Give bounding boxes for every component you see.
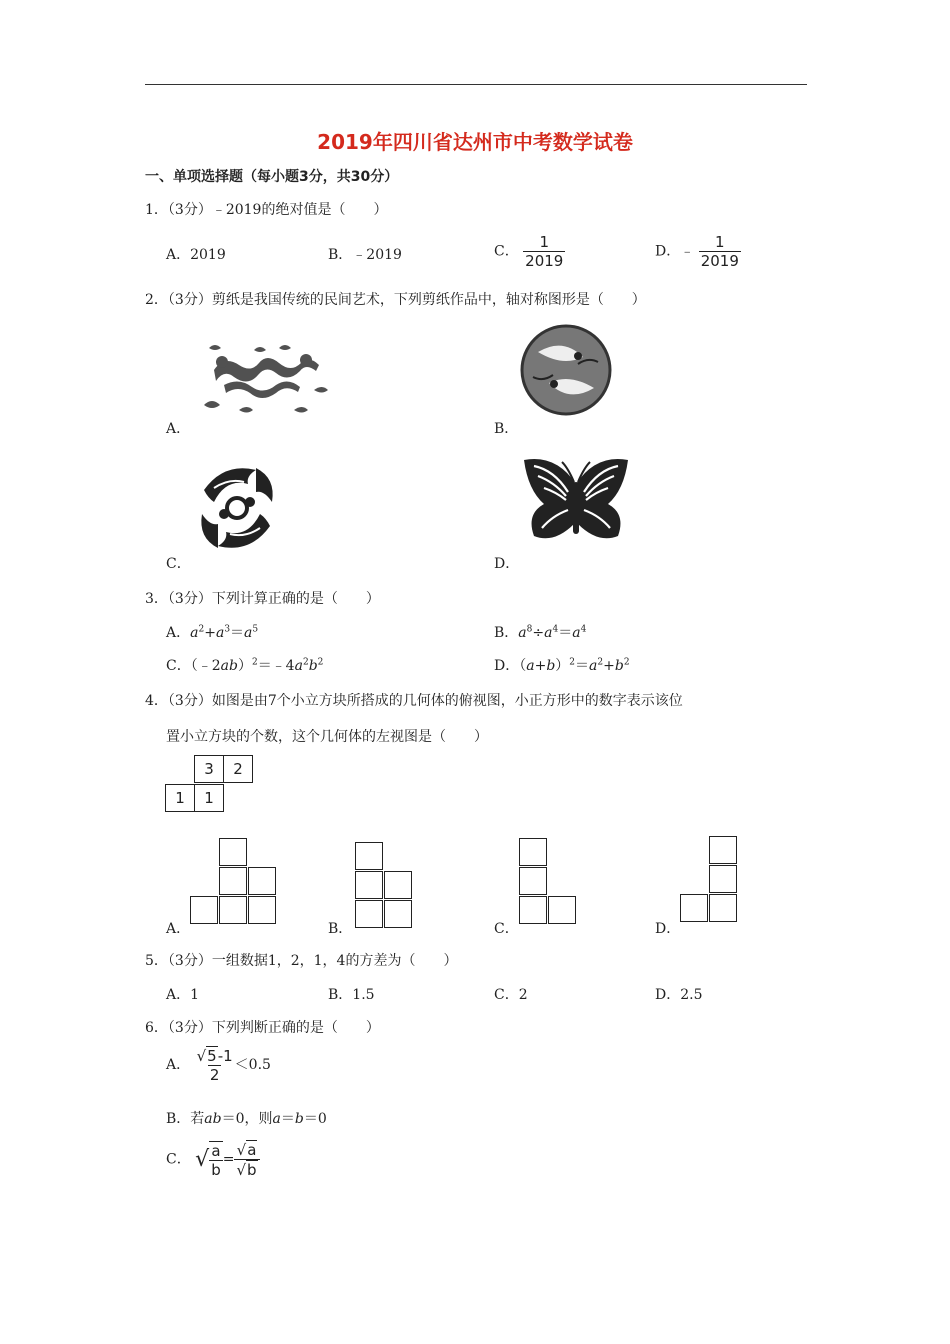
q6-a-denominator: 2 [209, 1066, 220, 1084]
q1-option-a: A．2019 [166, 247, 226, 263]
q6-option-c: C． √ $\frac{a}{b}$ = $\frac{√a}{√b}$ [166, 1140, 260, 1179]
q6-a-fraction [195, 1046, 235, 1084]
q3-option-a: A．$a^2+a^3=a^5$ [166, 624, 259, 641]
q4-figure-c [519, 838, 579, 928]
q1-c-denominator: 2019 [525, 252, 564, 270]
q4-top-view-grid [165, 755, 255, 813]
q2-option-b: B． [494, 421, 519, 437]
q6-b-text: B．若 [166, 1111, 205, 1127]
q6-c-left-fraction: $\frac{a}{b}$ [211, 1141, 221, 1179]
q1-d-label: D．﹣ [655, 243, 695, 260]
q2-option-a: A． [166, 421, 191, 437]
q6-a-radicand: 5 [207, 1047, 217, 1065]
q4-option-b: B． [328, 921, 353, 937]
q1-option-d [655, 233, 741, 270]
q1-stem: 1．（3分）﹣2019的绝对值是（ ） [145, 202, 388, 218]
q3-c-label: C． [166, 658, 191, 674]
q6-c-label: C． [166, 1151, 191, 1168]
q6-option-b: B．若ab＝0，则a＝b＝0 [166, 1111, 327, 1127]
q1-d-numerator: 1 [715, 233, 725, 251]
q5-stem: 5．（3分）一组数据1，2，1，4的方差为（ ） [145, 953, 458, 969]
q6-a-num-rest: -1 [217, 1047, 233, 1065]
q2-option-d: D． [494, 556, 520, 572]
q5-option-a: A．1 [166, 987, 200, 1003]
fish-circle-papercut-image [518, 322, 614, 418]
leaf-swirl-papercut-image [194, 460, 280, 556]
top-view-cell: 3 [194, 755, 224, 783]
q3-option-b: B．$a^8\div a^4=a^4$ [494, 624, 587, 641]
q6-a-numerator: √5-1 [196, 1047, 233, 1065]
q5-option-b: B．1.5 [328, 987, 375, 1003]
q3-option-c: C．$(﹣2ab)^2=﹣4a^2b^2$ [166, 657, 324, 674]
q1-c-label: C． [494, 243, 519, 260]
top-view-cell: 1 [194, 784, 224, 812]
q4-stem-line2: 置小立方块的个数，这个几何体的左视图是（ ） [166, 729, 488, 745]
q4-figure-d [680, 836, 740, 926]
q1-d-fraction [699, 233, 741, 270]
q3-a-label: A． [166, 625, 191, 641]
q1-c-numerator: 1 [539, 233, 550, 251]
q6-stem: 6．（3分）下列判断正确的是（ ） [145, 1020, 380, 1036]
q1-option-c [494, 233, 565, 270]
q3-stem: 3．（3分）下列计算正确的是（ ） [145, 591, 380, 607]
q5-option-d: D．2.5 [655, 987, 703, 1003]
q6-a-comparison: ＜0.5 [234, 1057, 271, 1073]
dragon-papercut-image [194, 330, 334, 420]
top-view-cell: 1 [165, 784, 195, 812]
q5-option-c: C．2 [494, 987, 528, 1003]
q6-option-a [166, 1046, 271, 1084]
butterfly-papercut-image [520, 454, 632, 550]
q4-option-a: A． [166, 921, 191, 937]
q1-d-denominator: 2019 [700, 252, 739, 270]
q3-option-d: D．$(a+b)^2=a^2+b^2$ [494, 657, 630, 674]
q3-b-label: B． [494, 625, 519, 641]
q2-option-c: C． [166, 556, 191, 572]
q4-stem-line1: 4．（3分）如图是由7个小立方块所搭成的几何体的俯视图，小正方形中的数字表示该位 [145, 693, 683, 709]
q3-d-label: D． [494, 658, 520, 674]
q6-c-right-fraction: $\frac{√a}{√b}$ [234, 1140, 259, 1179]
top-view-cell: 2 [223, 755, 253, 783]
q4-option-d: D． [655, 921, 681, 937]
header-rule [145, 84, 807, 85]
q2-stem: 2．（3分）剪纸是我国传统的民间艺术，下列剪纸作品中，轴对称图形是（ ） [145, 292, 646, 308]
section-heading: 一、单项选择题（每小题3分，共30分） [145, 169, 399, 185]
q4-option-c: C． [494, 921, 519, 937]
page-title: 2019年四川省达州市中考数学试卷 [317, 130, 633, 154]
q4-figure-a [190, 838, 280, 928]
q6-a-label: A． [166, 1057, 191, 1073]
q1-option-b: B．﹣2019 [328, 247, 402, 263]
q4-figure-b [355, 842, 415, 930]
q1-c-fraction [523, 233, 565, 270]
